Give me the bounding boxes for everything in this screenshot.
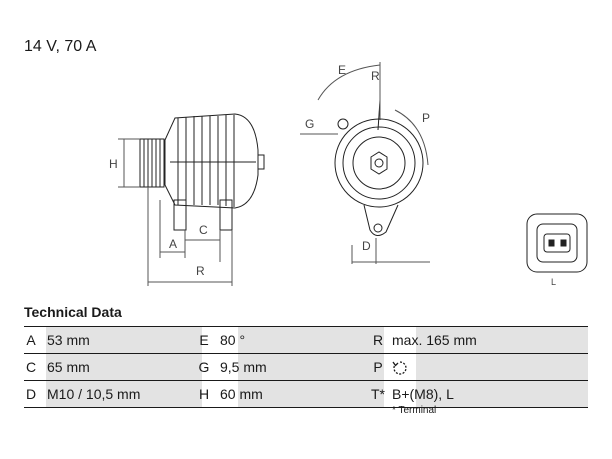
label-g: G (305, 117, 315, 131)
spec-key: R (372, 332, 384, 348)
spec-key: G (198, 359, 210, 375)
clockwise-rotation-icon (392, 354, 408, 380)
label-e: E (338, 63, 347, 77)
alternator-front-view (300, 62, 430, 264)
alternator-body-side-view (165, 114, 264, 230)
label-r-top: R (371, 69, 380, 83)
spec-value: 53 mm (47, 332, 90, 348)
spec-value: 65 mm (47, 359, 90, 375)
table-row (24, 353, 588, 380)
label-l: L (551, 277, 557, 287)
label-c: C (199, 223, 208, 237)
table-row (24, 380, 588, 408)
spec-value: max. 165 mm (392, 332, 477, 348)
spec-value: M10 / 10,5 mm (47, 386, 141, 402)
spec-key: P (373, 359, 383, 375)
spec-value: 9,5 mm (220, 359, 267, 375)
table-row (24, 326, 588, 353)
terminal-footnote: * Terminal (392, 405, 437, 416)
spec-value: 80 ° (220, 332, 246, 348)
rating-heading: 14 V, 70 A (24, 38, 97, 55)
spec-value: B+(M8), L (392, 386, 454, 402)
spec-value: 60 mm (220, 386, 263, 402)
spec-key: C (25, 359, 37, 375)
pulley-side-view (140, 139, 164, 187)
label-a: A (169, 237, 178, 251)
technical-data-table (24, 326, 588, 408)
label-d: D (362, 239, 371, 253)
technical-data-title: Technical Data (24, 304, 122, 320)
spec-key: H (198, 386, 210, 402)
connector-plug-l (527, 214, 587, 272)
spec-key: E (199, 332, 209, 348)
alternator-technical-drawing (0, 55, 612, 295)
spec-key: T* (371, 386, 385, 402)
spec-key: A (26, 332, 36, 348)
spec-key: D (25, 386, 37, 402)
label-r-bottom: R (196, 264, 205, 278)
side-view-dimensions (118, 139, 232, 286)
label-h: H (109, 157, 118, 171)
label-p: P (422, 111, 431, 125)
